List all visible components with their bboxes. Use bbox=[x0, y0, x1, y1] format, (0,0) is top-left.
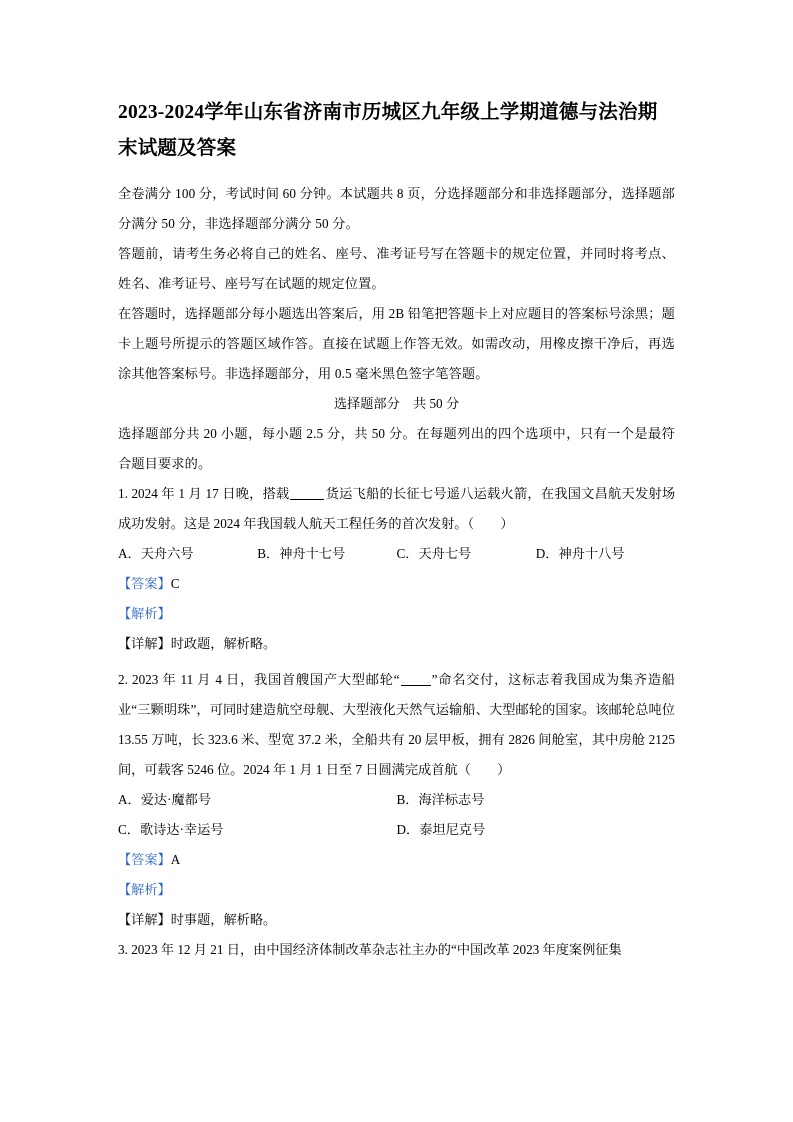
option-c[interactable]: C．歌诗达·幸运号 bbox=[118, 822, 224, 837]
analysis-line bbox=[118, 875, 675, 905]
answer-line bbox=[118, 845, 675, 875]
analysis-line bbox=[118, 599, 675, 629]
analysis-tag: 【解析】 bbox=[118, 606, 171, 621]
detail-line bbox=[118, 905, 675, 935]
answer-value: C bbox=[170, 576, 180, 591]
section-note: 选择题部分共 20 小题，每小题 2.5 分，共 50 分。在每题列出的四个选项中，只有一个是最符合题目要求的。 bbox=[118, 426, 675, 471]
answer-value: A bbox=[170, 852, 181, 867]
answer-tag: 【答案】 bbox=[118, 576, 171, 591]
question-block bbox=[118, 935, 675, 965]
fill-blank bbox=[290, 486, 324, 500]
question-number: 3. bbox=[118, 942, 128, 957]
detail-text: 时政题，解析略。 bbox=[170, 636, 277, 651]
page-title: 2023-2024学年山东省济南市历城区九年级上学期道德与法治期末试题及答案 bbox=[118, 102, 658, 159]
question-stem-part-a: 2023 年 12 月 21 日，由中国经济体制改革杂志社主办的“中国改革 2023 年度案例征集 bbox=[131, 942, 622, 957]
options-row bbox=[118, 815, 675, 845]
intro-paragraph-1: 全卷满分 100 分，考试时间 60 分钟。本试题共 8 页，分选择题部分和非选择题部分，选择题部分满分 50 分，非选择题部分满分 50 分。 bbox=[118, 186, 675, 231]
option-b[interactable]: B．海洋标志号 bbox=[396, 792, 485, 807]
option-b[interactable]: B．神舟十七号 bbox=[257, 546, 346, 561]
question-stem-part-a: 2023 年 11 月 4 日，我国首艘国产大型邮轮“ bbox=[131, 672, 400, 687]
question-block bbox=[118, 665, 675, 935]
option-a[interactable]: A．爱达·魔都号 bbox=[118, 792, 212, 807]
detail-text: 时事题，解析略。 bbox=[170, 912, 277, 927]
option-d[interactable]: D．泰坦尼克号 bbox=[396, 822, 486, 837]
intro-paragraph-2: 答题前，请考生务必将自己的姓名、座号、准考证号写在答题卡的规定位置，并同时将考点、姓名、准考证号、座号写在试题的规定位置。 bbox=[118, 246, 675, 291]
detail-tag: 【详解】 bbox=[118, 636, 171, 651]
question-stem bbox=[118, 665, 675, 785]
detail-tag: 【详解】 bbox=[118, 912, 171, 927]
question-stem-part-b: 货运飞船的长征七号遥八运载火箭，在我国文昌航天发射场成功发射。这是 2024 年我国载人航天工程任务的首次发射。（ ） bbox=[118, 486, 676, 531]
question-stem-part-a: 2024 年 1 月 17 日晚，搭载 bbox=[131, 486, 290, 501]
options-row bbox=[118, 785, 675, 815]
option-d[interactable]: D．神舟十八号 bbox=[535, 546, 625, 561]
option-a[interactable]: A．天舟六号 bbox=[118, 546, 194, 561]
analysis-tag: 【解析】 bbox=[118, 882, 171, 897]
section-heading: 选择题部分 共 50 分 bbox=[333, 396, 460, 411]
detail-line bbox=[118, 629, 675, 659]
intro-paragraph-3: 在答题时，选择题部分每小题选出答案后，用 2B 铅笔把答题卡上对应题目的答案标号涂黑；题卡上题号所提示的答题区域作答。直接在试题上作答无效。如需改动，用橡皮擦干净后，再选涂其他答案标号。非选择题部分，用 0.5 毫米黑色签字笔答题。 bbox=[118, 306, 675, 381]
fill-blank bbox=[401, 672, 431, 686]
question-stem bbox=[118, 935, 675, 965]
answer-tag: 【答案】 bbox=[118, 852, 171, 867]
question-number: 2. bbox=[118, 672, 128, 687]
question-number: 1. bbox=[118, 486, 128, 501]
question-stem-part-b: ”命名交付，这标志着我国成为集齐造船业“三颗明珠”，可同时建造航空母舰、大型液化天然气运输船、大型邮轮的国家。该邮轮总吨位 13.55 万吨，长 323.6 米、型宽 37.2 米，全船共有 20 层甲板，拥有 2826 间舱室，其中房舱 2125 间，可载客 5246 位。2024 年 1 月 1 日至 7 日圆满完成首航（ ） bbox=[118, 672, 675, 777]
question-block bbox=[118, 479, 675, 659]
answer-line bbox=[118, 569, 675, 599]
option-c[interactable]: C．天舟七号 bbox=[396, 546, 472, 561]
options-row bbox=[118, 539, 675, 569]
question-stem bbox=[118, 479, 675, 539]
